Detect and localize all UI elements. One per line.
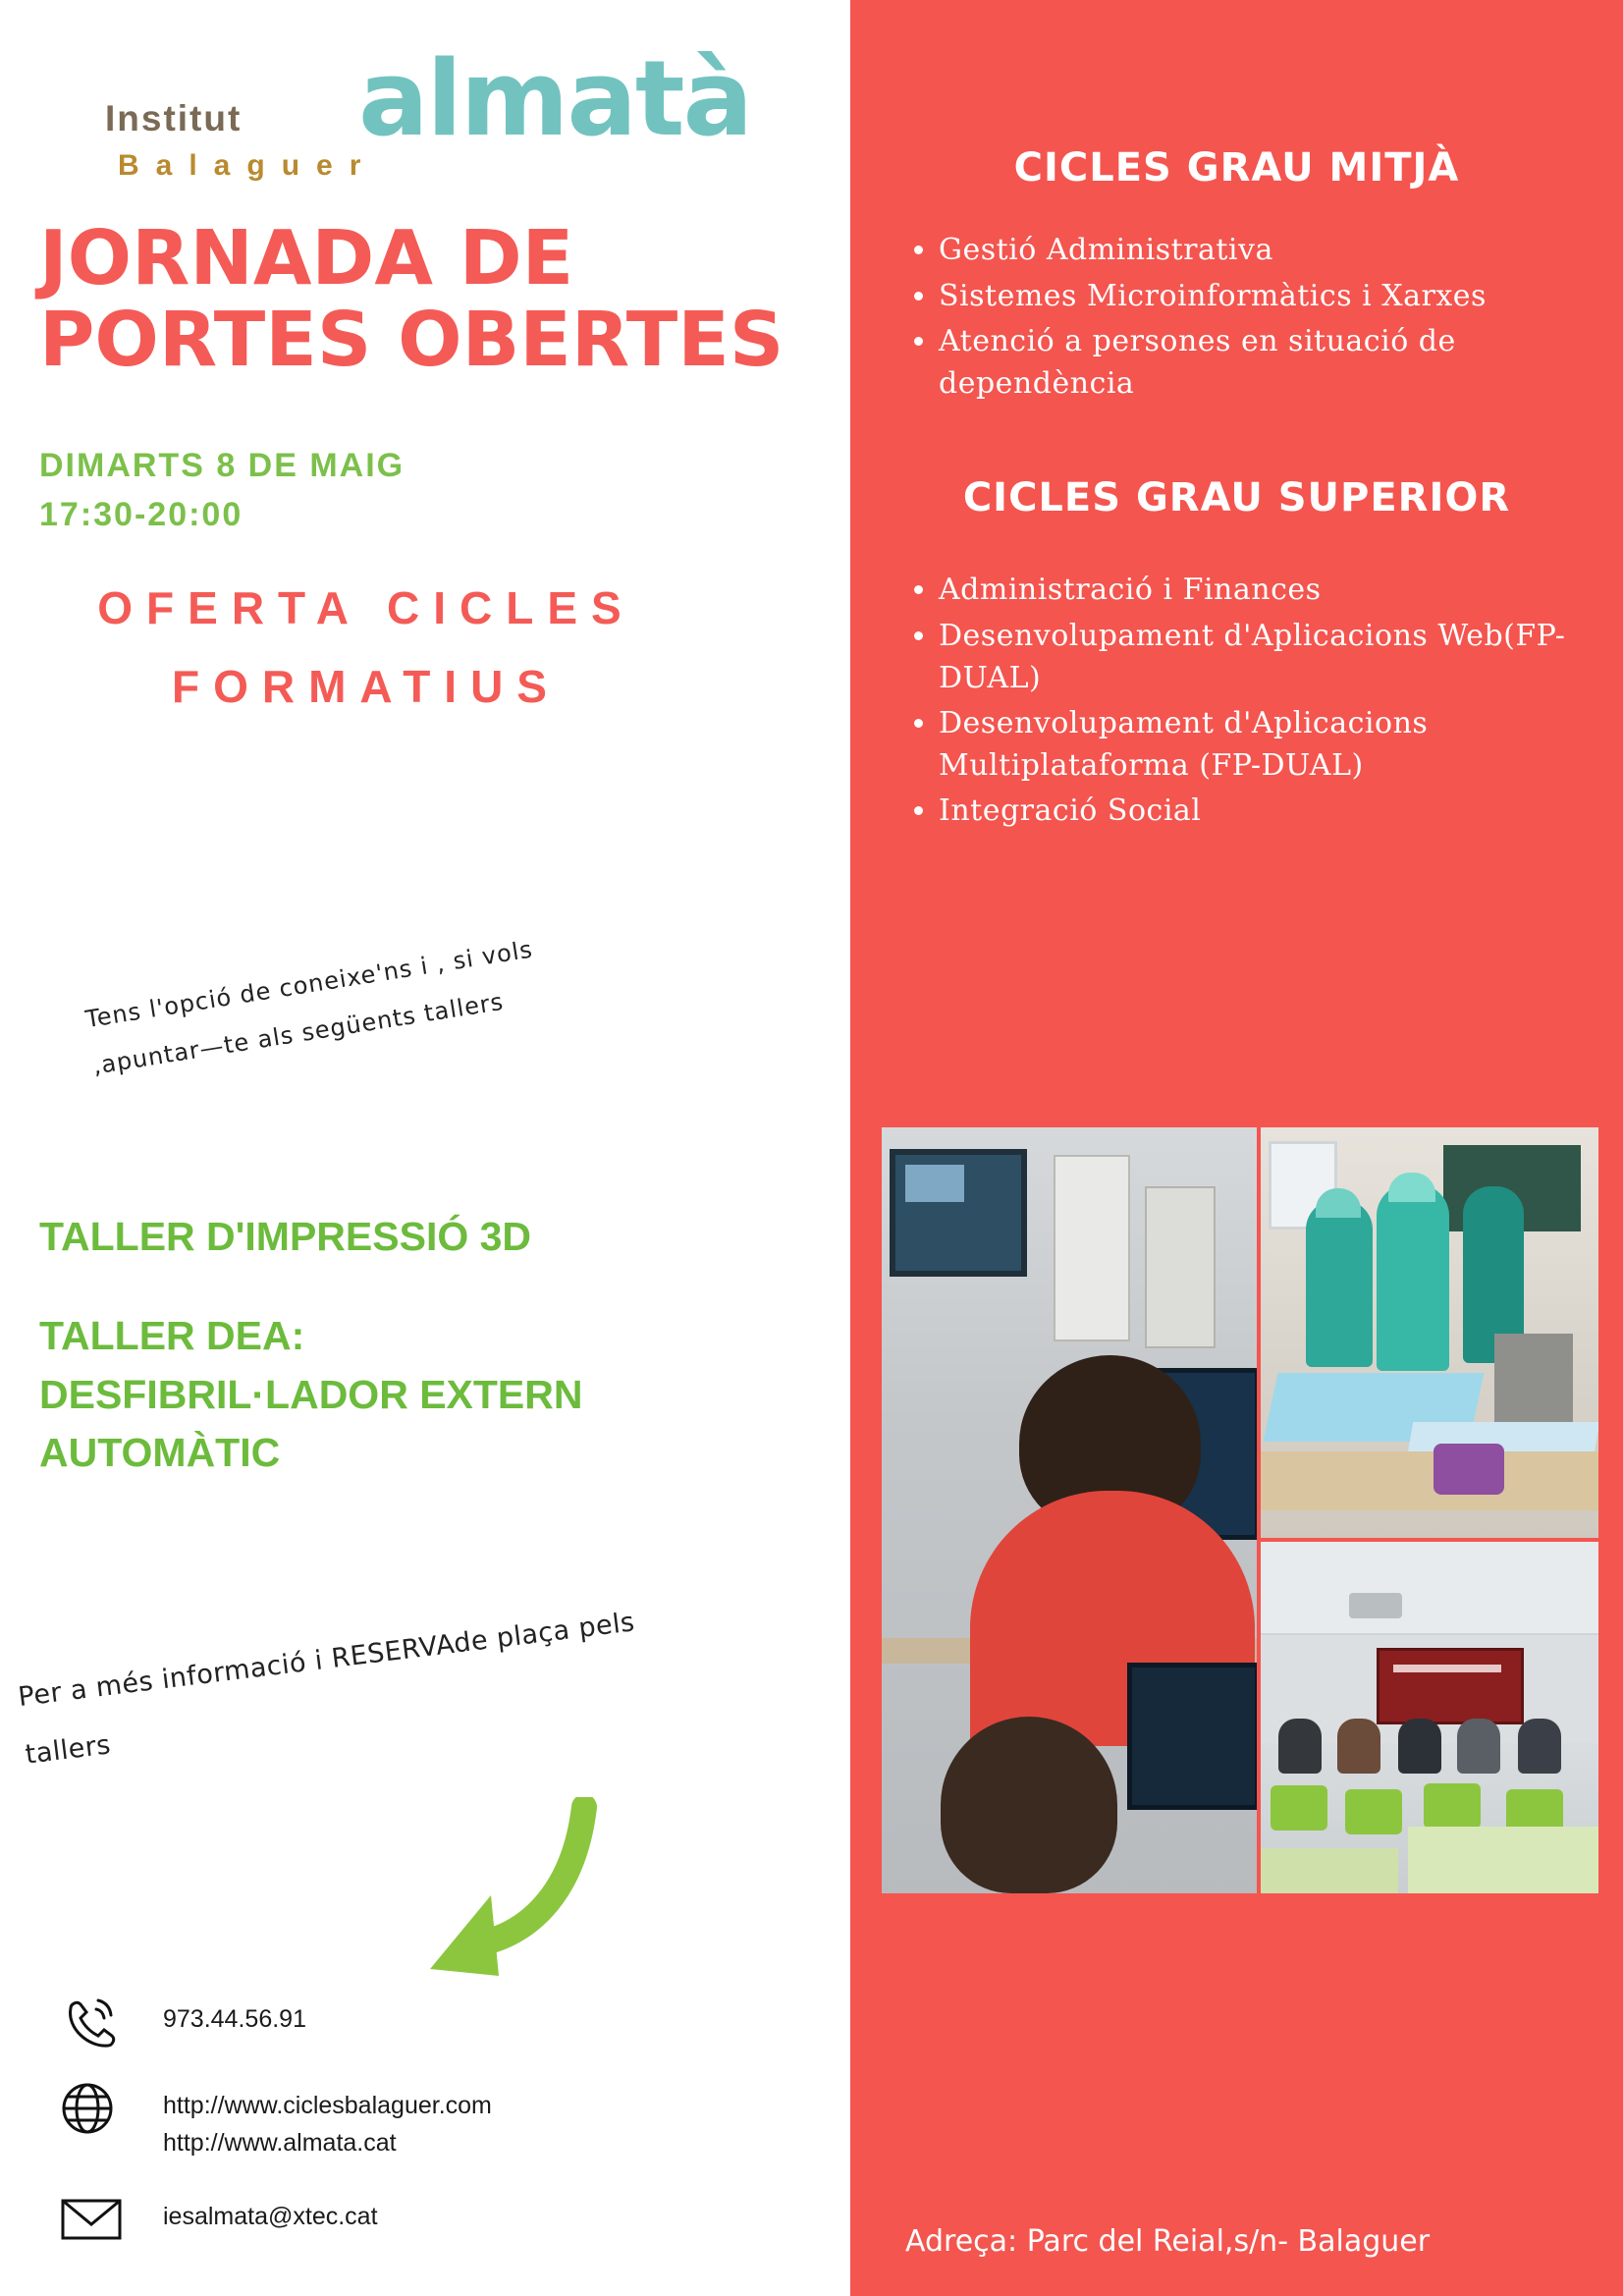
heading-cicles-grau-superior: CICLES GRAU SUPERIOR xyxy=(962,475,1511,521)
school-logo xyxy=(64,39,811,196)
contact-web-text xyxy=(132,2080,492,2161)
workshop-dea-line1: TALLER DEA: xyxy=(39,1313,305,1359)
right-column xyxy=(850,0,1623,2296)
contact-email-text xyxy=(132,2191,378,2236)
offer-heading-line1: OFERTA CICLES xyxy=(97,581,635,633)
contact-info xyxy=(61,1994,807,2277)
workshops-list xyxy=(39,1208,805,1483)
offer-heading-line2: FORMATIUS xyxy=(171,661,561,713)
event-time: 17:30-20:00 xyxy=(39,495,243,533)
logo-almata-text: almatà xyxy=(358,38,752,159)
globe-icon xyxy=(61,2080,132,2137)
workshop-3d-printing: TALLER D'IMPRESSIÓ 3D xyxy=(39,1214,532,1259)
heading-cicles-grau-mitja: CICLES GRAU MITJÀ xyxy=(1013,145,1460,191)
curved-arrow-icon xyxy=(383,1797,599,1984)
list-cicles-grau-mitja xyxy=(899,230,1623,405)
photo-collage xyxy=(882,1127,1598,1893)
workshop-dea-line2: DESFIBRIL·LADOR EXTERN xyxy=(39,1371,583,1417)
contact-web-row xyxy=(61,2080,807,2161)
page-title-line2: PORTES OBERTES xyxy=(39,297,784,385)
contact-phone-text xyxy=(132,1994,306,2039)
address-text: Adreça: Parc del Reial,s/n- Balaguer xyxy=(905,2224,1431,2259)
envelope-icon xyxy=(61,2191,132,2248)
handwritten-note-reservation: Per a més informació i RESERVAde plaça pels tallers xyxy=(16,1607,637,1772)
phone-number: 973.44.56.91 xyxy=(163,2005,306,2033)
email-address[interactable]: iesalmata@xtec.cat xyxy=(163,2203,378,2230)
list-item: • Integració Social xyxy=(939,791,1623,833)
logo-institut-text: Institut xyxy=(105,98,243,138)
page-title xyxy=(39,215,811,385)
list-item: • Gestió Administrativa xyxy=(939,230,1623,272)
event-date xyxy=(39,442,811,539)
handwritten-note-workshops: Tens l'opció de coneixe'ns i , si vols ,apuntar—te als següents tallers xyxy=(83,935,535,1080)
photo-column-right xyxy=(1261,1127,1598,1893)
list-item: • Sistemes Microinformàtics i Xarxes xyxy=(939,276,1623,318)
event-day: DIMARTS 8 DE MAIG xyxy=(39,447,406,485)
photo-computer-classroom xyxy=(882,1127,1257,1893)
phone-icon xyxy=(61,1994,132,2050)
list-item: • Administració i Finances xyxy=(939,570,1623,612)
website-almata[interactable]: http://www.almata.cat xyxy=(163,2128,397,2157)
list-item: • Atenció a persones en situació de dependència xyxy=(939,321,1623,405)
photo-conference-room xyxy=(1261,1542,1598,1893)
workshop-dea-line3: AUTOMÀTIC xyxy=(39,1430,281,1476)
list-cicles-grau-superior xyxy=(899,570,1623,833)
website-cicles[interactable]: http://www.ciclesbalaguer.com xyxy=(163,2092,492,2119)
page-title-line1: JORNADA DE xyxy=(39,215,574,302)
photo-health-simulation-classroom xyxy=(1261,1127,1598,1538)
offer-heading xyxy=(39,569,811,727)
list-item: • Desenvolupament d'Aplicacions Multiplataforma (FP-DUAL) xyxy=(939,703,1623,787)
logo-balaguer-text: Balaguer xyxy=(118,149,378,182)
contact-phone-row xyxy=(61,1994,807,2050)
contact-email-row xyxy=(61,2191,807,2248)
list-item: • Desenvolupament d'Aplicacions Web(FP-DUAL) xyxy=(939,616,1623,699)
